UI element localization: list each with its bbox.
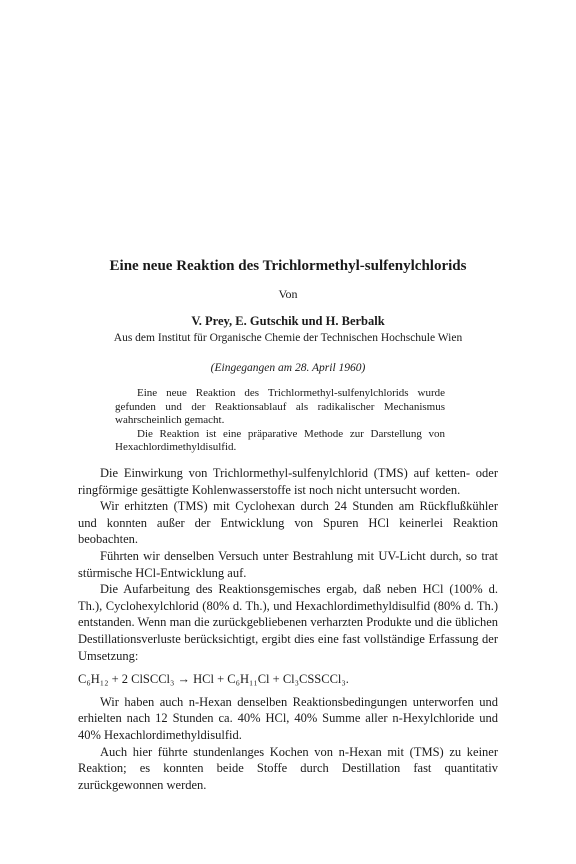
abstract-paragraph: Die Reaktion ist eine präparative Methode zur Darstellung von Hexachlordimethyldisulfid. — [115, 427, 445, 453]
body-paragraph: Auch hier führte stundenlanges Kochen von n-Hexan mit (TMS) zu keiner Reaktion; es konnten beide Stoffe durch Destillation fast quantitativ zurückgewonnen werden. — [78, 744, 498, 792]
body-text — [78, 465, 498, 793]
abstract — [115, 387, 445, 455]
author-list: V. Prey, E. Gutschik und H. Berbalk — [191, 314, 385, 328]
abstract-paragraph: Eine neue Reaktion des Trichlormethyl-sulfenylchlorids wurde gefunden und der Reaktionsablauf als radikalischer Mechanismus wahrscheinlich gemacht. — [115, 387, 445, 426]
body-paragraph: Wir haben auch n-Hexan denselben Reaktionsbedingungen unterworfen und erhielten nach 12 Stunden ca. 40% HCl, 40% Summe aller n-Hexylchloride und 40% Hexachlordimethyldisulfid. — [78, 694, 498, 742]
body-paragraph: Führten wir denselben Versuch unter Bestrahlung mit UV-Licht durch, so trat stürmische HCl-Entwicklung auf. — [78, 548, 498, 580]
byline-von: Von — [278, 287, 298, 301]
received-date: (Eingegangen am 28. April 1960) — [210, 362, 366, 374]
body-paragraph: Die Einwirkung von Trichlormethyl-sulfenylchlorid (TMS) auf ketten- oder ringförmige gesättigte Kohlenwasserstoffe ist noch nicht untersucht worden. — [78, 466, 498, 497]
institution: Aus dem Institut für Organische Chemie der Technischen Hochschule Wien — [113, 332, 463, 344]
body-paragraph: Die Aufarbeitung des Reaktionsgemisches ergab, daß neben HCl (100% d. Th.), Cyclohexylchlorid (80% d. Th.), und Hexachlordimethyldisulfid (80% d. Th.) entstanden. Wenn man die zurückgebliebenen verharzten Produkte und die üblichen Destillationsverluste berücksichtigt, ergibt dies eine fast vollständige Erfassung der Umsetzung: — [78, 582, 498, 663]
body-paragraph: Wir erhitzten (TMS) mit Cyclohexan durch 24 Stunden am Rückflußkühler und konnten außer der Entwicklung von Spuren HCl keinerlei Reaktion beobachten. — [78, 499, 498, 547]
reaction-equation: C₆H₁₂ + 2 ClSCCl₃ → HCl + C₆H₁₁Cl + Cl₃CSSCCl₃. — [78, 672, 349, 687]
paper-title: Eine neue Reaktion des Trichlormethyl-sulfenylchlorids — [109, 258, 467, 274]
